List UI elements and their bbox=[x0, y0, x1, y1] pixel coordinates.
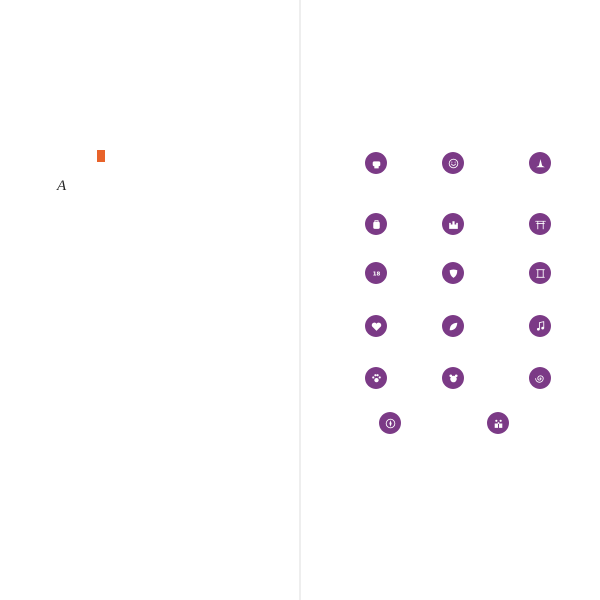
genre-icon-badge bbox=[487, 412, 509, 434]
note-icon bbox=[534, 320, 547, 333]
genre-icon-badge bbox=[442, 367, 464, 389]
genre-icon-badge bbox=[365, 315, 387, 337]
genre-icon-badge bbox=[365, 262, 387, 284]
genre-item bbox=[408, 315, 498, 340]
section-title bbox=[97, 150, 105, 162]
genre-icon-badge bbox=[529, 262, 551, 284]
torii-icon bbox=[534, 218, 547, 231]
svg-text:18: 18 bbox=[372, 271, 380, 278]
gutter bbox=[299, 0, 301, 600]
backpack-icon bbox=[370, 218, 383, 231]
genre-icon-badge bbox=[529, 213, 551, 235]
genre-icon-badge bbox=[529, 152, 551, 174]
genre-item bbox=[345, 412, 435, 437]
genre-icon-badge bbox=[442, 213, 464, 235]
genre-icon-badge bbox=[529, 367, 551, 389]
text-column-b bbox=[178, 180, 285, 184]
genre-item bbox=[495, 262, 585, 287]
heart-icon bbox=[370, 320, 383, 333]
genre-item bbox=[495, 152, 585, 177]
castle-icon bbox=[447, 218, 460, 231]
genre-item bbox=[408, 367, 498, 392]
drop-cap: A bbox=[57, 178, 67, 194]
genre-icon-badge bbox=[442, 152, 464, 174]
eighteen-icon bbox=[370, 267, 383, 280]
genre-icon-badge bbox=[365, 367, 387, 389]
genre-item bbox=[495, 367, 585, 392]
teddy-icon bbox=[447, 372, 460, 385]
text-column-a bbox=[57, 180, 164, 192]
family-icon bbox=[492, 417, 505, 430]
genre-icon-badge bbox=[442, 315, 464, 337]
genre-icon-badge bbox=[442, 262, 464, 284]
genre-item bbox=[453, 412, 543, 437]
laugh-icon bbox=[447, 157, 460, 170]
compass-icon bbox=[384, 417, 397, 430]
genre-item bbox=[495, 213, 585, 238]
genre-item bbox=[495, 315, 585, 340]
leaf-icon bbox=[447, 320, 460, 333]
genre-icon-badge bbox=[379, 412, 401, 434]
witch-hat-icon bbox=[534, 157, 547, 170]
swirl-icon bbox=[534, 372, 547, 385]
genre-item bbox=[408, 213, 498, 238]
genre-item bbox=[408, 152, 498, 177]
mask-icon bbox=[447, 267, 460, 280]
genre-icon-badge bbox=[365, 152, 387, 174]
column-icon bbox=[534, 267, 547, 280]
genre-item bbox=[408, 262, 498, 287]
paw-icon bbox=[370, 372, 383, 385]
genre-icon-badge bbox=[529, 315, 551, 337]
genre-icon-badge bbox=[365, 213, 387, 235]
fist-icon bbox=[370, 157, 383, 170]
